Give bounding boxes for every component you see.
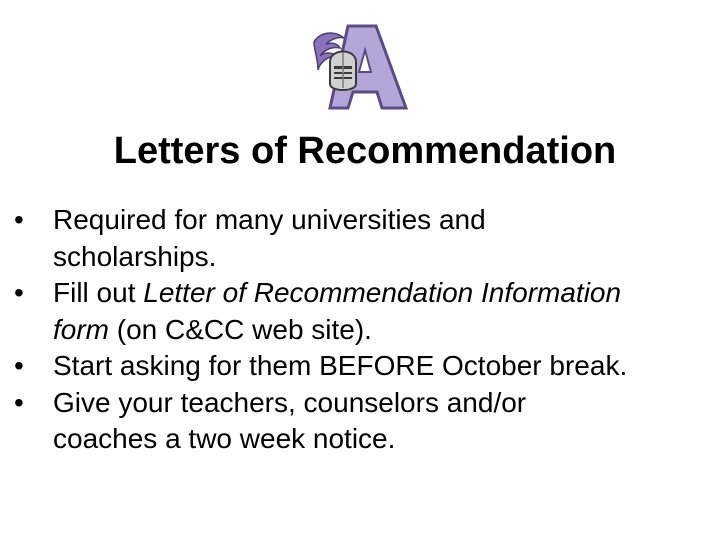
bullet-marker: •	[14, 386, 24, 418]
bullet-1-line-1: Required for many universities and	[53, 204, 486, 235]
bullet-2-line-1-italic: Letter of Recommendation Information	[143, 277, 622, 308]
bullet-marker: •	[14, 204, 24, 235]
bullet-4-line-2: coaches a two week notice.	[53, 423, 396, 454]
bullet-3-line-1: Start asking for them BEFORE October break.	[53, 350, 628, 381]
knight-a-logo	[310, 22, 410, 112]
bullet-item-4	[14, 385, 714, 458]
bullet-marker: •	[14, 277, 24, 308]
slide-title: Letters of Recommendation	[113, 130, 617, 172]
bullet-4-line-1: Give your teachers, counselors and/or	[53, 386, 527, 418]
bullet-item-2	[14, 275, 714, 348]
bullet-marker: •	[14, 350, 24, 381]
bullet-item-3	[14, 348, 714, 385]
bullet-2-line-1-plain: Fill out	[53, 277, 144, 308]
bullet-item-1	[14, 202, 714, 275]
knight-a-logo-graphic	[310, 22, 410, 112]
bullet-2-line-2-italic: form	[53, 313, 109, 345]
bullet-2-line-2-plain: (on C&CC web site).	[109, 313, 372, 345]
bullet-1-line-2: scholarships.	[53, 240, 217, 272]
bullet-list	[14, 202, 714, 458]
